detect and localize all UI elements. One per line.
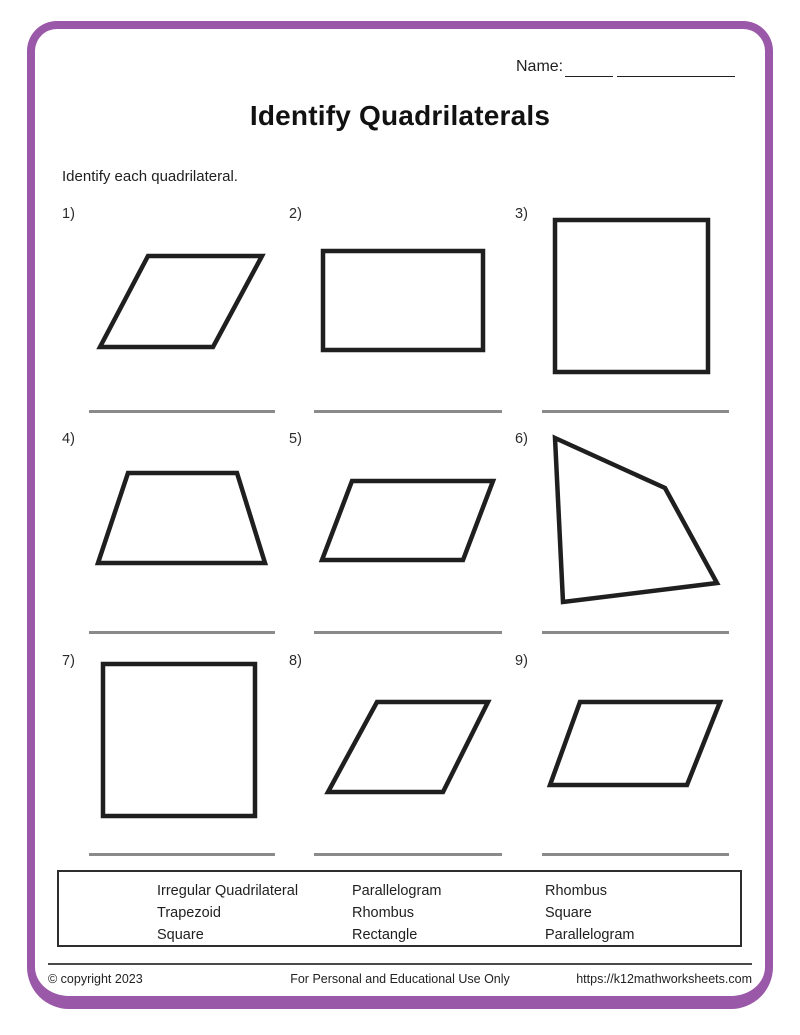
- word-bank-item: Trapezoid: [157, 905, 221, 921]
- footer-copyright: © copyright 2023: [48, 972, 143, 986]
- quadrilateral-shape-9-parallelogram: [550, 702, 720, 785]
- word-bank-item: Parallelogram: [545, 927, 635, 943]
- answer-line-8[interactable]: [314, 853, 502, 856]
- answer-line-1[interactable]: [89, 410, 275, 413]
- footer-divider: [48, 963, 752, 965]
- word-bank-box: [57, 870, 742, 947]
- answer-line-7[interactable]: [89, 853, 275, 856]
- word-bank-column-2: [352, 880, 441, 946]
- problem-number-8: 8): [289, 653, 302, 669]
- answer-line-6[interactable]: [542, 631, 729, 634]
- quadrilateral-shape-1-parallelogram: [100, 256, 262, 347]
- problem-number-2: 2): [289, 206, 302, 222]
- quadrilateral-shape-4-trapezoid: [98, 473, 265, 563]
- quadrilateral-shape-8-rhombus: [328, 702, 488, 792]
- answer-line-4[interactable]: [89, 631, 275, 634]
- instruction-text: Identify each quadrilateral.: [62, 168, 238, 185]
- footer: [48, 972, 752, 986]
- quadrilateral-shape-3-square: [555, 220, 708, 372]
- quadrilateral-shape-7-square: [103, 664, 255, 816]
- name-label: Name:: [516, 58, 564, 75]
- word-bank-column-3: [545, 880, 634, 946]
- word-bank-item: Square: [157, 927, 204, 943]
- problem-number-4: 4): [62, 431, 75, 447]
- footer-usage-text: For Personal and Educational Use Only: [290, 972, 510, 986]
- word-bank-item: Rhombus: [545, 883, 608, 899]
- problem-number-9: 9): [515, 653, 528, 669]
- word-bank-item: Irregular Quadrilateral: [157, 883, 299, 899]
- problem-number-3: 3): [515, 206, 528, 222]
- problem-number-5: 5): [289, 431, 302, 447]
- word-bank-item: Rectangle: [352, 927, 418, 943]
- word-bank-column-1: [157, 880, 298, 946]
- page-title: Identify Quadrilaterals: [249, 100, 551, 131]
- word-bank-item: Parallelogram: [352, 883, 442, 899]
- problem-number-1: 1): [62, 206, 75, 222]
- word-bank-item: Rhombus: [352, 905, 415, 921]
- word-bank-item: Square: [545, 905, 592, 921]
- problem-number-7: 7): [62, 653, 75, 669]
- answer-line-5[interactable]: [314, 631, 502, 634]
- footer-url: https://k12mathworksheets.com: [576, 972, 752, 986]
- answer-line-3[interactable]: [542, 410, 729, 413]
- answer-line-9[interactable]: [542, 853, 729, 856]
- quadrilateral-shape-2-rectangle: [323, 251, 483, 350]
- quadrilateral-shape-5-parallelogram: [322, 481, 493, 560]
- answer-line-2[interactable]: [314, 410, 502, 413]
- quadrilateral-shape-6-irregular: [555, 438, 717, 602]
- problem-number-6: 6): [515, 431, 528, 447]
